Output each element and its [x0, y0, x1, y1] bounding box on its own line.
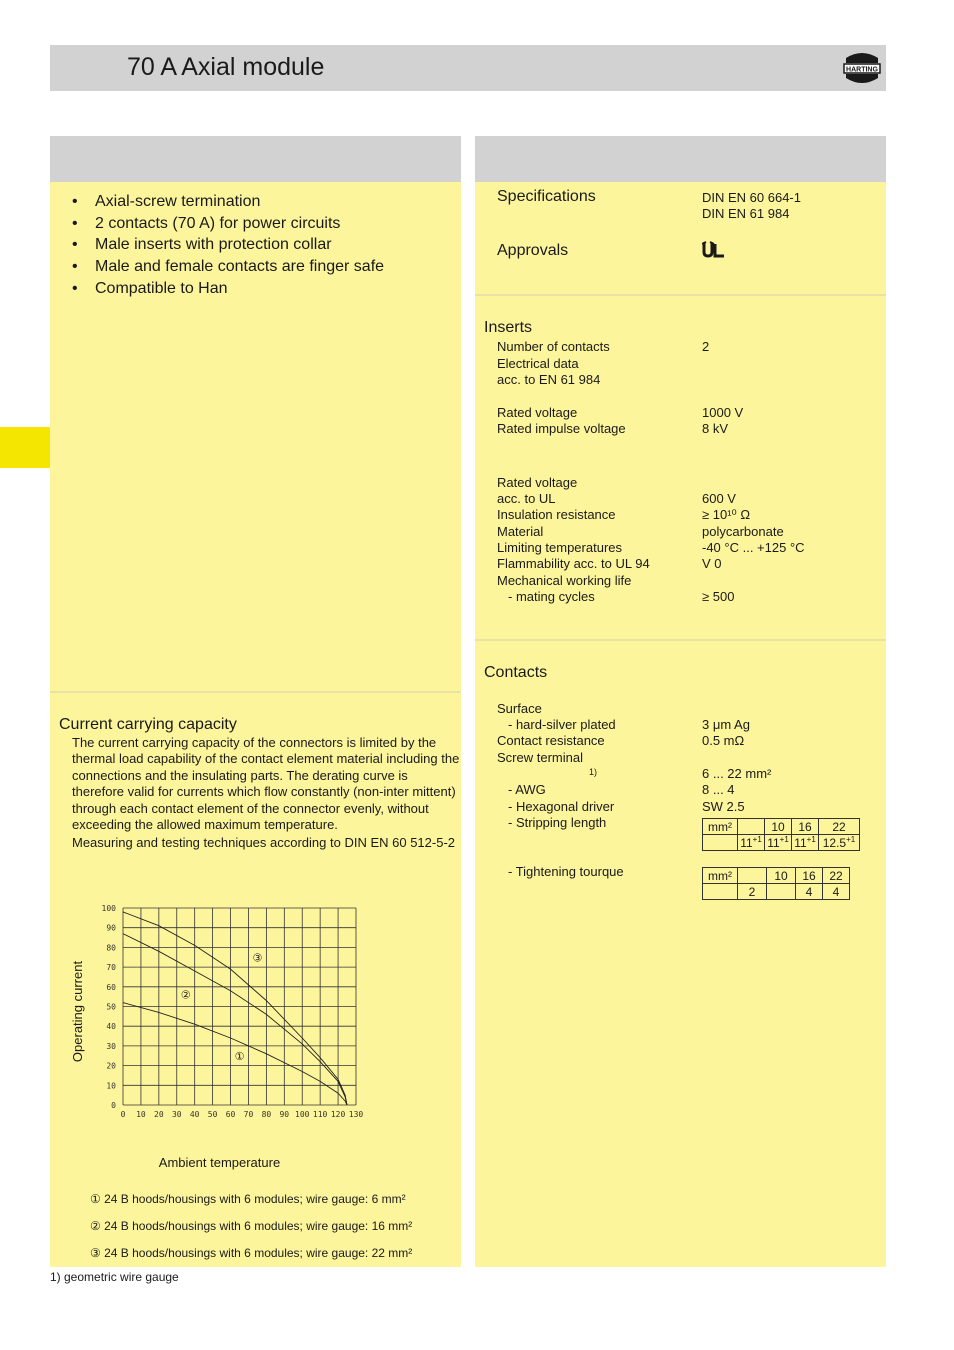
x-tick-label: 20 — [154, 1110, 164, 1119]
inserts-label: Rated voltage — [497, 405, 578, 420]
table-row — [703, 819, 860, 835]
x-tick-label: 40 — [189, 1110, 200, 1119]
feature-item: • 2 contacts (70 A) for power circuits — [72, 213, 384, 235]
curve-label-3: ③ — [252, 951, 263, 965]
table-cell: 10 — [767, 868, 796, 884]
contacts-label: - hard-silver plated — [508, 717, 616, 732]
left-panel-header — [50, 136, 461, 182]
x-tick-label: 130 — [348, 1110, 364, 1119]
table-cell: $12.5^{+1}$ — [819, 835, 860, 851]
page-title: 70 A Axial module — [127, 53, 325, 81]
inserts-value: polycarbonate — [702, 524, 784, 539]
spec-value-1: DIN EN 60 664-1 — [702, 190, 801, 205]
legend-item-2: ② 24 B hoods/housings with 6 modules; wire gauge: 16 mm² — [90, 1219, 413, 1233]
contacts-heading: Contacts — [484, 664, 548, 681]
inserts-value: 1000 V — [702, 405, 744, 420]
table-cell — [738, 868, 767, 884]
inserts-value: V 0 — [702, 556, 722, 571]
y-tick-label: 20 — [106, 1061, 116, 1071]
spec-value-2: DIN EN 61 984 — [702, 206, 790, 221]
table-row — [703, 868, 850, 884]
curve-label-2: ② — [180, 988, 191, 1002]
feature-list — [72, 191, 384, 300]
table-cell: $11^{+1}$ — [738, 835, 765, 851]
section-tab-marker — [0, 427, 50, 468]
right-divider-2 — [475, 639, 886, 641]
table-cell: 2 — [738, 884, 767, 900]
left-divider — [50, 691, 461, 693]
spec-label: Specifications — [497, 188, 596, 205]
feature-item: • Compatible to Han — [72, 278, 384, 300]
y-tick-label: 100 — [101, 904, 116, 913]
contacts-label: Contact resistance — [497, 733, 605, 748]
page-header — [50, 45, 886, 91]
inserts-value: 600 V — [702, 491, 736, 506]
feature-item: • Axial-screw termination — [72, 191, 384, 213]
x-tick-label: 30 — [171, 1110, 182, 1119]
y-tick-label: 0 — [111, 1101, 116, 1110]
table-cell — [703, 835, 738, 851]
table-cell: 22 — [823, 868, 850, 884]
inserts-label: Mechanical working life — [497, 573, 632, 588]
x-tick-label: 80 — [261, 1110, 272, 1119]
contacts-value: 0.5 mΩ — [702, 733, 745, 748]
y-tick-label: 80 — [106, 943, 116, 953]
x-tick-label: 10 — [136, 1110, 146, 1119]
feature-item: • Male inserts with protection collar — [72, 234, 384, 256]
right-divider-1 — [475, 294, 886, 296]
table-cell: $11^{+1}$ — [792, 835, 819, 851]
contacts-label: - Hexagonal driver — [508, 799, 615, 814]
table-cell: 16 — [792, 819, 819, 835]
table-cell: 16 — [796, 868, 823, 884]
x-axis-label: Ambient temperature — [158, 1155, 281, 1170]
inserts-label: Number of contacts — [497, 339, 610, 354]
inserts-label: Limiting temperatures — [497, 540, 622, 555]
inserts-label: Electrical data — [497, 356, 579, 371]
inserts-label: Rated impulse voltage — [497, 421, 626, 436]
tightening-torque-table — [702, 867, 850, 900]
curve-label-1: ① — [234, 1049, 245, 1063]
right-panel-header — [475, 136, 886, 182]
y-tick-label: 10 — [106, 1081, 116, 1091]
x-tick-label: 100 — [295, 1110, 310, 1119]
y-tick-label: 90 — [106, 923, 116, 933]
series-line-2 — [123, 934, 347, 1105]
y-tick-label: 40 — [106, 1022, 116, 1032]
inserts-label: Material — [497, 524, 544, 539]
x-tick-label: 90 — [279, 1110, 290, 1119]
contacts-footnote-ref: 1) — [589, 767, 598, 777]
table-row — [703, 884, 850, 900]
inserts-label: Flammability acc. to UL 94 — [497, 556, 650, 571]
contacts-label: Surface — [497, 701, 542, 716]
ccc-description — [72, 735, 460, 854]
contacts-label: - Stripping length — [508, 815, 607, 830]
contacts-value: SW 2.5 — [702, 799, 745, 814]
x-tick-label: 60 — [225, 1110, 236, 1119]
inserts-value: 2 — [702, 339, 710, 354]
ccc-para-1: The current carrying capacity of the connectors is limited by the thermal load capability of the contact element material including the connections and the insulating parts. The derating curve is therefore valid for currents which flow constantly (non-inter mittent) through each contact element of the connector evenly, without exceeding the allowed maximum temperature. — [72, 735, 460, 833]
inserts-label: acc. to EN 61 984 — [497, 372, 601, 387]
inserts-value: 8 kV — [702, 421, 729, 436]
y-axis-label: Operating current — [70, 960, 85, 1063]
inserts-value: ≥ 500 — [702, 589, 735, 604]
ccc-para-2: Measuring and testing techniques according to DIN EN 60 512-5-2 — [72, 835, 455, 851]
contacts-label: - AWG — [508, 782, 546, 797]
contacts-label: Screw terminal — [497, 750, 583, 765]
table-cell — [738, 819, 765, 835]
table-cell: mm² — [703, 868, 738, 884]
inserts-value: ≥ 10¹⁰ Ω — [702, 507, 751, 522]
inserts-label: - mating cycles — [508, 589, 595, 604]
ccc-heading: Current carrying capacity — [59, 716, 237, 733]
table-cell: 10 — [765, 819, 792, 835]
stripping-length-table — [702, 818, 860, 851]
y-tick-label: 60 — [106, 982, 116, 992]
table-cell: 4 — [823, 884, 850, 900]
legend-item-3: ③ 24 B hoods/housings with 6 modules; wire gauge: 22 mm² — [90, 1246, 413, 1260]
footnote: 1) geometric wire gauge — [50, 1270, 179, 1284]
contacts-label: - Tightening tourque — [508, 864, 624, 879]
feature-item: • Male and female contacts are finger safe — [72, 256, 384, 278]
inserts-label: Rated voltage — [497, 475, 578, 490]
x-tick-label: 120 — [330, 1110, 346, 1119]
x-tick-label: 50 — [207, 1110, 218, 1119]
approvals-label: Approvals — [497, 242, 569, 259]
inserts-label: acc. to UL — [497, 491, 556, 506]
derating-chart — [60, 895, 380, 1180]
x-tick-label: 70 — [243, 1110, 254, 1119]
ul-recognized-icon — [702, 241, 726, 259]
table-row — [703, 835, 860, 851]
contacts-value: 8 ... 4 — [702, 782, 735, 797]
legend-item-1: ① 24 B hoods/housings with 6 modules; wire gauge: 6 mm² — [90, 1192, 406, 1206]
contacts-value: 6 ... 22 mm² — [702, 766, 772, 781]
table-cell — [767, 884, 796, 900]
series-line-3 — [123, 912, 347, 1105]
table-cell — [703, 884, 738, 900]
table-cell: mm² — [703, 819, 738, 835]
x-tick-label: 0 — [120, 1110, 126, 1119]
table-cell: $11^{+1}$ — [765, 835, 792, 851]
table-cell: 4 — [796, 884, 823, 900]
y-tick-label: 50 — [106, 1002, 116, 1012]
inserts-heading: Inserts — [484, 319, 533, 336]
y-tick-label: 30 — [106, 1041, 116, 1051]
contacts-value: 3 μm Ag — [702, 717, 750, 732]
harting-logo — [842, 49, 882, 87]
y-tick-label: 70 — [106, 963, 116, 973]
x-tick-label: 110 — [312, 1110, 328, 1119]
inserts-label: Insulation resistance — [497, 507, 616, 522]
table-cell: 22 — [819, 819, 860, 835]
inserts-value: -40 °C ... +125 °C — [702, 540, 805, 555]
svg-text:HARTING: HARTING — [846, 66, 878, 74]
